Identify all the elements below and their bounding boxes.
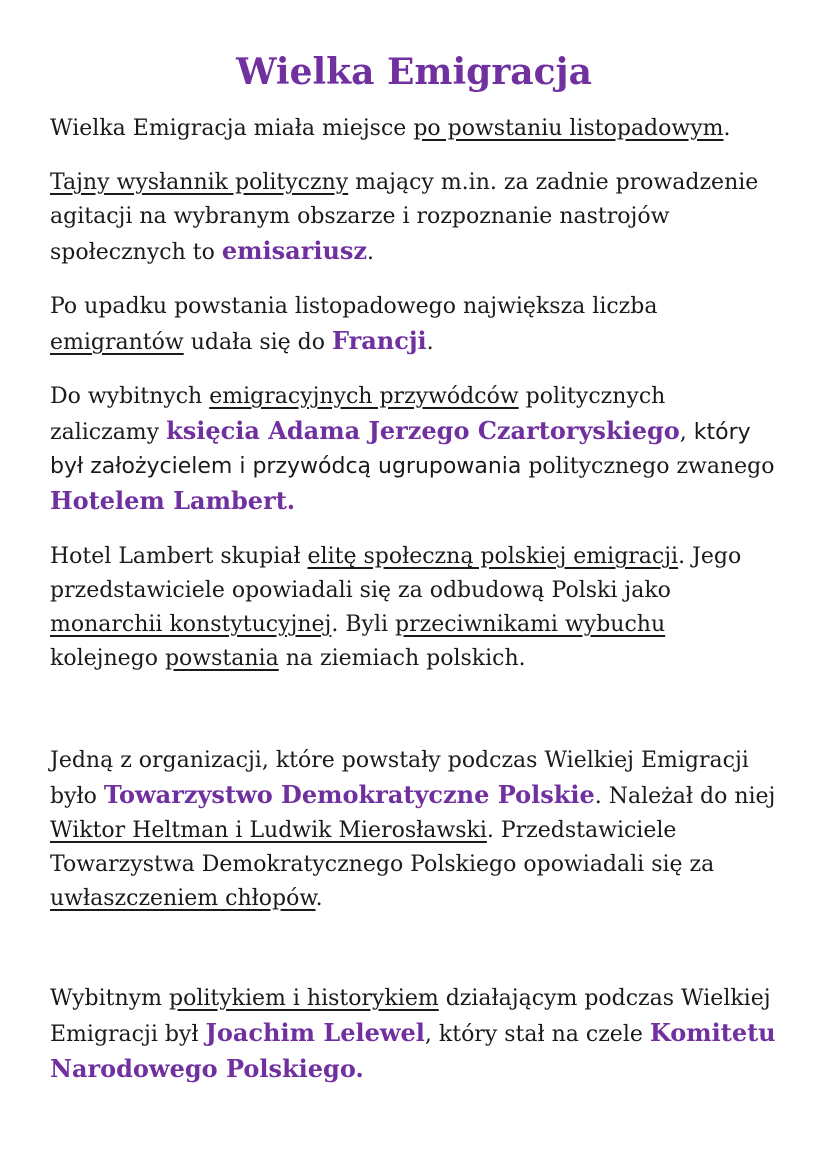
text: . Byli (331, 612, 396, 637)
text: . Należał do niej (594, 784, 776, 809)
underlined-term: emigracyjnych przywódców (209, 384, 519, 409)
text: . (315, 886, 323, 911)
paragraph-4 (50, 380, 778, 520)
underlined-term: uwłaszczeniem chłopów (50, 886, 316, 911)
underlined-term: Tajny wysłannik polityczny (50, 170, 349, 195)
highlighted-term: emisariusz (221, 236, 368, 265)
highlighted-term: Francji (331, 326, 427, 355)
text: . (723, 116, 731, 141)
highlighted-term: Joachim Lelewel (205, 1018, 425, 1047)
underlined-term: po powstaniu listopadowym (413, 116, 724, 141)
text: , (679, 420, 694, 445)
text: . (426, 330, 434, 355)
text: udała się do (183, 330, 332, 355)
text: na ziemiach polskich. (278, 646, 526, 671)
text: politycznego zwanego (521, 454, 775, 479)
text: Jedną z organizacji, które powstały podczas Wielkiej Emigracji było (50, 748, 749, 809)
paragraph-1 (50, 112, 778, 146)
highlighted-term: księcia Adama Jerzego Czartoryskiego (166, 416, 680, 445)
underlined-term: elitę społeczną polskiej emigracji (307, 544, 679, 569)
text: działającym podczas Wielkiej Emigracji był (50, 986, 771, 1047)
text: Wielka Emigracja miała miejsce (50, 116, 414, 141)
highlighted-term: Towarzystwo Demokratyczne Polskie (103, 780, 595, 809)
underlined-term: politykiem i historykiem (168, 986, 439, 1011)
underlined-term: emigrantów (50, 330, 184, 355)
paragraph-7 (50, 982, 778, 1088)
text: mający m.in. za zadnie prowadzenie agitacji na wybranym obszarze i rozpoznanie nastrojów społecznych to (50, 170, 759, 265)
page-title: Wielka Emigracja (236, 51, 592, 93)
text: , który stał na czele (424, 1022, 650, 1047)
underlined-term: Wiktor Heltman i Ludwik Mierosławski (50, 818, 487, 843)
highlighted-term: Komitetu Narodowego Polskiego. (50, 1018, 776, 1083)
text: Po upadku powstania listopadowego największa liczba (50, 294, 658, 319)
underlined-term: przeciwnikami wybuchu (395, 612, 666, 637)
text: politycznych zaliczamy (50, 384, 666, 445)
paragraph-5 (50, 540, 778, 676)
text: kolejnego (50, 646, 165, 671)
text: Wybitnym (50, 986, 169, 1011)
text: . Jego przedstawiciele opowiadali się za odbudową Polski jako (50, 544, 742, 603)
text: Do wybitnych (50, 384, 210, 409)
paragraph-6 (50, 744, 778, 916)
highlighted-term: Hotelem Lambert. (50, 486, 296, 515)
text: Hotel Lambert skupiał (50, 544, 308, 569)
underlined-term: powstania (164, 646, 279, 671)
underlined-term: monarchii konstytucyjnej (50, 612, 332, 637)
text: który był założycielem i przywódcą ugrupowania (50, 420, 751, 479)
paragraph-2 (50, 166, 778, 270)
text: . Przedstawiciele Towarzystwa Demokratycznego Polskiego opowiadali się za (50, 818, 715, 877)
text: . (367, 240, 375, 265)
paragraph-3 (50, 290, 778, 360)
